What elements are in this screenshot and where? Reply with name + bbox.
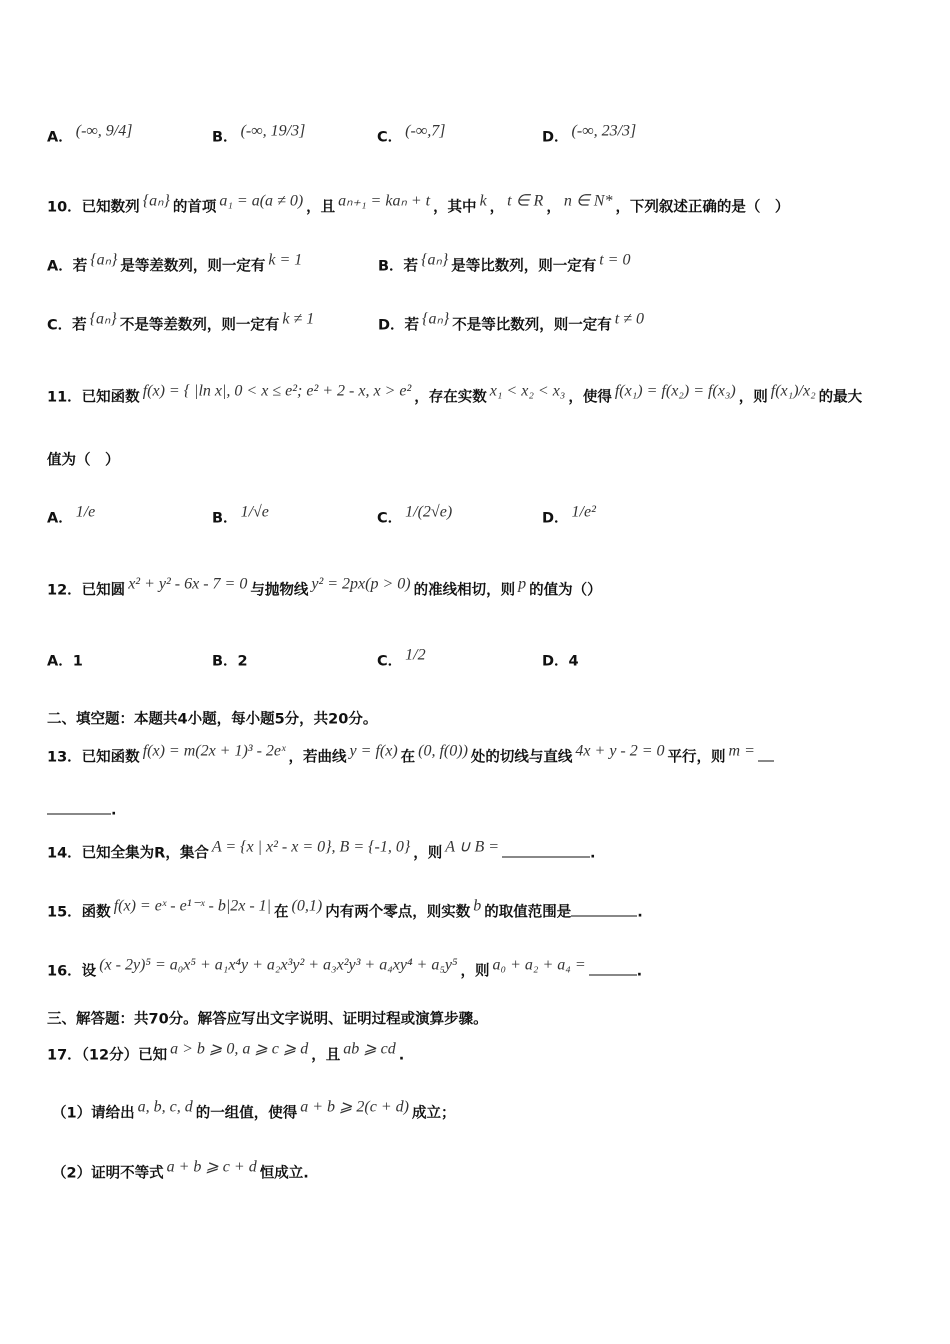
text-segment: 是等比数列，则一定有 xyxy=(451,258,597,275)
option-b xyxy=(212,651,377,672)
text-segment: ，则 xyxy=(413,845,443,862)
math-expression: x² + y² - 6x - 7 = 0 xyxy=(128,575,248,593)
text-segment: 恒成立. xyxy=(259,1165,309,1182)
math-expression: y² = 2px(p > 0) xyxy=(311,575,411,593)
math-expression: {aₙ} xyxy=(90,251,118,269)
text-segment: D． xyxy=(542,510,569,527)
math-expression: (0,1) xyxy=(291,897,323,915)
math-expression: 1/(2√e) xyxy=(405,503,453,521)
text-segment: 成立； xyxy=(411,1105,456,1122)
text-segment: ， xyxy=(489,199,505,216)
text-segment: D．4 xyxy=(542,653,579,670)
answer-blank xyxy=(758,747,774,762)
option-d xyxy=(542,651,707,672)
option-d xyxy=(378,310,709,336)
text-segment: 的准线相切，则 xyxy=(413,582,516,599)
text-segment: 的最大 xyxy=(818,389,863,406)
math-expression: (-∞, 19/3] xyxy=(240,122,306,140)
math-expression: A = {x | x² - x = 0}, B = {-1, 0} xyxy=(211,838,411,856)
option-a xyxy=(47,503,212,529)
math-expression: t = 0 xyxy=(599,251,631,269)
text-segment: 与抛物线 xyxy=(250,582,309,599)
section-3-heading xyxy=(47,1009,488,1030)
math-expression: n ∈ N* xyxy=(563,192,613,210)
text-segment: . xyxy=(398,1047,405,1064)
text-segment: ，其中 xyxy=(433,199,477,216)
option-c xyxy=(47,310,378,336)
math-expression: {aₙ} xyxy=(422,310,450,328)
math-expression: f(x₁)/x₂ xyxy=(770,382,816,400)
option-c xyxy=(377,503,542,529)
math-expression: (-∞, 23/3] xyxy=(571,122,637,140)
question-11-cont xyxy=(47,450,120,471)
text-segment: A．1 xyxy=(47,653,83,670)
text-segment: ，下列叙述正确的是（ ） xyxy=(615,199,790,216)
math-expression: k = 1 xyxy=(268,251,303,269)
option-a xyxy=(47,122,212,148)
option-a xyxy=(47,651,212,672)
text-segment: 的首项 xyxy=(172,199,217,216)
text-segment: 二、填空题：本题共4小题，每小题5分，共20分。 xyxy=(47,711,378,728)
text-segment: 13．已知函数 xyxy=(47,749,140,766)
math-expression: a + b ⩾ c + d xyxy=(166,1158,257,1176)
question-11 xyxy=(47,382,863,408)
text-segment: 17．（12分）已知 xyxy=(47,1047,168,1064)
text-segment: B．2 xyxy=(212,653,248,670)
text-segment: ，则 xyxy=(460,963,490,980)
math-expression: f(x₁) = f(x₂) = f(x₃) xyxy=(614,382,736,400)
question-15-text xyxy=(47,897,572,921)
text-segment: （2）证明不等式 xyxy=(52,1165,164,1182)
question-15: 15．函数 f(x) = eˣ - e¹⁻ˣ - b|2x - 1| 在 (0,1) 内有两个零点，则实数 b 的取值范围是 . xyxy=(47,897,643,921)
math-expression: 1/e² xyxy=(571,503,596,521)
text-segment: C． xyxy=(377,510,403,527)
math-expression: a₁ = a(a ≠ 0) xyxy=(219,192,304,210)
text-segment: 不是等差数列，则一定有 xyxy=(119,317,280,334)
question-17-part-2 xyxy=(52,1158,309,1184)
question-13-text xyxy=(47,742,758,766)
q11-options xyxy=(47,503,707,529)
option-c xyxy=(377,646,542,672)
text-segment: A． xyxy=(47,510,73,527)
text-segment: 内有两个零点，则实数 xyxy=(325,904,471,921)
math-expression: f(x) = m(2x + 1)³ - 2eˣ xyxy=(142,742,286,760)
text-segment: 是等差数列，则一定有 xyxy=(120,258,266,275)
text-segment: 的取值范围是 xyxy=(484,904,572,921)
math-expression: p xyxy=(518,575,527,593)
text-segment: A．若 xyxy=(47,258,88,275)
text-segment: 11．已知函数 xyxy=(47,389,140,406)
text-segment: 的一组值，使得 xyxy=(195,1105,298,1122)
text-segment: ，则 xyxy=(738,389,768,406)
math-expression: f(x) = { |ln x|, 0 < x ≤ e²; e² + 2 - x, x > e² xyxy=(142,382,412,400)
math-expression: y = f(x) xyxy=(349,742,398,760)
text-segment: A． xyxy=(47,129,73,146)
math-expression: {aₙ} xyxy=(142,192,170,210)
text-segment: （1）请给出 xyxy=(52,1105,135,1122)
option-b xyxy=(378,251,709,277)
math-expression: b xyxy=(473,897,482,915)
option-d xyxy=(542,503,707,529)
math-expression: a, b, c, d xyxy=(137,1098,193,1116)
text-segment: ，且 xyxy=(311,1047,341,1064)
math-expression: f(x) = eˣ - e¹⁻ˣ - b|2x - 1| xyxy=(113,897,272,915)
math-expression: 4x + y - 2 = 0 xyxy=(575,742,665,760)
math-expression: t ≠ 0 xyxy=(614,310,644,328)
text-segment: 三、解答题：共70分。解答应写出文字说明、证明过程或演算步骤。 xyxy=(47,1011,488,1028)
question-16-text xyxy=(47,956,589,980)
option-b xyxy=(212,122,377,148)
text-segment: 在 xyxy=(400,749,416,766)
q9-options xyxy=(47,122,707,148)
text-segment: 平行，则 xyxy=(667,749,726,766)
answer-blank xyxy=(589,961,637,976)
question-10 xyxy=(47,192,790,218)
math-expression: a + b ⩾ 2(c + d) xyxy=(300,1098,409,1116)
q10-options-ab xyxy=(47,251,709,277)
question-13 xyxy=(47,742,774,768)
text-segment: ，使得 xyxy=(568,389,612,406)
math-expression: (-∞,7] xyxy=(405,122,446,140)
math-expression: k ≠ 1 xyxy=(282,310,315,328)
q12-options xyxy=(47,646,707,672)
math-expression: {aₙ} xyxy=(421,251,449,269)
text-segment: 12．已知圆 xyxy=(47,582,126,599)
question-16: 16．设 (x - 2y)⁵ = a₀x⁵ + a₁x⁴y + a₂x³y² + a₃x²y³ + a₄xy⁴ + a₅y⁵ ，则 a₀ + a₂ + a₄ = . xyxy=(47,956,643,980)
text-segment: C．若 xyxy=(47,317,87,334)
question-14: 14．已知全集为R，集合 A = {x | x² - x = 0}, B = {-1, 0} ，则 A ∪ B = . xyxy=(47,838,596,862)
text-segment: 不是等比数列，则一定有 xyxy=(452,317,612,334)
text-segment: ，且 xyxy=(306,199,336,216)
math-expression: (-∞, 9/4] xyxy=(75,122,133,140)
text-segment: 的值为（） xyxy=(529,582,602,599)
text-segment: 16．设 xyxy=(47,963,97,980)
option-b xyxy=(212,503,377,529)
text-segment: 10．已知数列 xyxy=(47,199,140,216)
math-expression: 1/√e xyxy=(240,503,269,521)
text-segment: C． xyxy=(377,653,403,670)
math-expression: k xyxy=(479,192,487,210)
answer-blank xyxy=(47,800,111,815)
math-expression: x₁ < x₂ < x₃ xyxy=(489,382,566,400)
math-expression: aₙ₊₁ = kaₙ + t xyxy=(338,192,431,210)
text-segment: ， xyxy=(546,199,561,216)
option-a xyxy=(47,251,378,277)
question-14-text xyxy=(47,838,502,862)
text-segment: 值为（ ） xyxy=(47,452,120,469)
question-12 xyxy=(47,575,602,601)
answer-blank xyxy=(502,843,590,858)
option-d xyxy=(542,122,707,148)
math-expression: 1/e xyxy=(75,503,96,521)
question-17 xyxy=(47,1040,405,1066)
math-expression: 1/2 xyxy=(405,646,426,664)
text-segment: 14．已知全集为R，集合 xyxy=(47,845,209,862)
math-expression: (x - 2y)⁵ = a₀x⁵ + a₁x⁴y + a₂x³y² + a₃x²y³ + a₄xy⁴ + a₅y⁵ xyxy=(99,956,458,974)
option-c xyxy=(377,122,542,148)
text-segment: ，存在实数 xyxy=(414,389,487,406)
text-segment: B．若 xyxy=(378,258,419,275)
text-segment: D．若 xyxy=(378,317,420,334)
text-segment: 处的切线与直线 xyxy=(470,749,573,766)
math-expression: m = xyxy=(728,742,755,760)
math-expression: (0, f(0)) xyxy=(418,742,468,760)
math-expression: t ∈ R xyxy=(507,192,544,210)
question-17-part-1 xyxy=(52,1098,456,1124)
math-expression: A ∪ B = xyxy=(445,838,500,856)
question-13-blank: . xyxy=(47,800,117,821)
text-segment: ，若曲线 xyxy=(288,749,347,766)
text-segment: C． xyxy=(377,129,403,146)
text-segment: B． xyxy=(212,510,238,527)
math-expression: {aₙ} xyxy=(89,310,117,328)
section-2-heading xyxy=(47,709,377,730)
math-expression: a > b ⩾ 0, a ⩾ c ⩾ d xyxy=(170,1040,309,1058)
text-segment: 15．函数 xyxy=(47,904,111,921)
q10-options-cd xyxy=(47,310,709,336)
text-segment: B． xyxy=(212,129,238,146)
text-segment: D． xyxy=(542,129,569,146)
math-expression: ab ⩾ cd xyxy=(343,1040,396,1058)
math-expression: a₀ + a₂ + a₄ = xyxy=(492,956,586,974)
text-segment: 在 xyxy=(274,904,289,921)
answer-blank xyxy=(571,902,637,917)
